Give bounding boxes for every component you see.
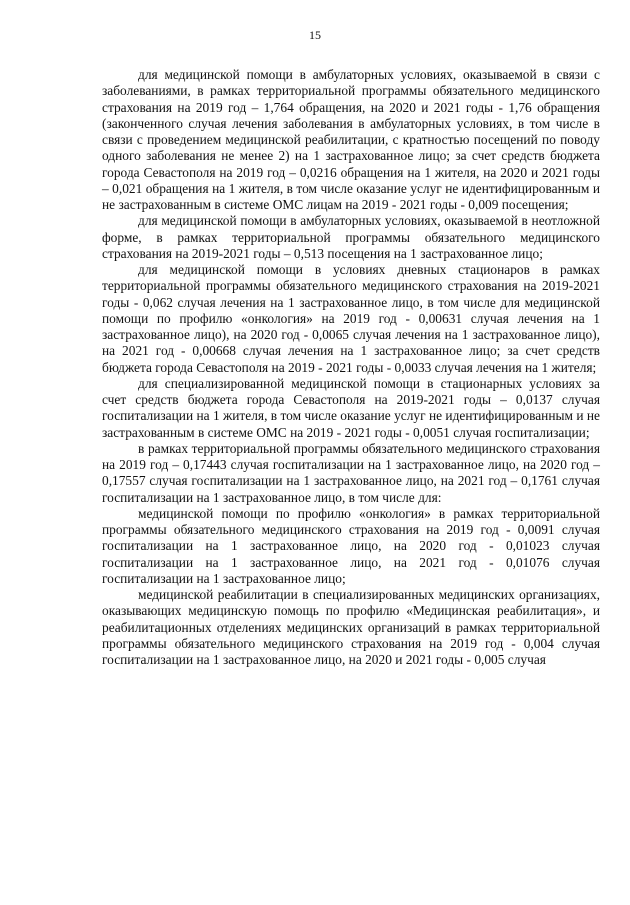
body-text: [102, 67, 600, 668]
paragraph-specialized-inpatient: для специализированной медицинской помощи в стационарных условиях за счет средств бюджета города Севастополя на 2019-2021 годы – 0,0137 случая госпитализации на 1 жителя, в том числе оказание услуг не идентифицированным и не застрахованным в системе ОМС на 2019 - 2021 годы - 0,0051 случая госпитализации;: [102, 375, 600, 440]
paragraph-day-hospital: для медицинской помощи в условиях дневных стационаров в рамках территориальной программы обязательного медицинского страхования на 2019-2021 годы - 0,062 случая лечения на 1 застрахованное лицо, в том числе для медицинской помощи по профилю «онкология» на 2019 год - 0,00631 случая лечения на 1 застрахованное лицо), на 2020 год - 0,0065 случая лечения на 1 застрахованное лицо), на 2021 год - 0,00668 случая лечения на 1 застрахованное лицо; за счет средств бюджета города Севастополя на 2019 - 2021 годы - 0,0033 случая лечения на 1 жителя;: [102, 262, 600, 375]
paragraph-rehabilitation: медицинской реабилитации в специализированных медицинских организациях, оказывающих медицинскую помощь по профилю «Медицинская реабилитация», и реабилитационных отделениях медицинских организаций в рамках территориальной программы обязательного медицинского страхования на 2019 год - 0,004 случая госпитализации на 1 застрахованное лицо, на 2020 и 2021 годы - 0,005 случая: [102, 587, 600, 667]
paragraph-outpatient-disease: для медицинской помощи в амбулаторных условиях, оказываемой в связи с заболеваниями, в рамках территориальной программы обязательного медицинского страхования на 2019 год – 1,764 обращения, на 2020 и 2021 годы - 1,76 обращения (законченного случая лечения заболевания в амбулаторных условиях, в том числе в связи с проведением медицинской реабилитации, с кратностью посещений по поводу одного заболевания не менее 2) на 1 застрахованное лицо; за счет средств бюджета города Севастополя на 2019 год – 0,0216 обращения на 1 жителя, на 2020 и 2021 годы – 0,021 обращения на 1 жителя, в том числе оказание услуг не идентифицированным и не застрахованным в системе ОМС лицам на 2019 - 2021 годы - 0,009 посещения;: [102, 67, 600, 212]
paragraph-oncology: медицинской помощи по профилю «онкология» в рамках территориальной программы обязательного медицинского страхования на 2019 год - 0,0091 случая госпитализации на 1 застрахованное лицо, на 2020 год - 0,01023 случая госпитализации на 1 застрахованное лицо, на 2021 год - 0,01076 случая госпитализации на 1 застрахованное лицо;: [102, 505, 600, 586]
paragraph-outpatient-urgent: для медицинской помощи в амбулаторных условиях, оказываемой в неотложной форме, в рамках территориальной программы обязательного медицинского страхования на 2019-2021 годы – 0,513 посещения на 1 застрахованное лицо;: [102, 213, 600, 261]
paragraph-oms-hospitalization: в рамках территориальной программы обязательного медицинского страхования на 2019 год – 0,17443 случая госпитализации на 1 застрахованное лицо, на 2020 год – 0,17557 случая госпитализации на 1 застрахованное лицо, на 2021 год – 0,1761 случая госпитализации на 1 застрахованное лицо, в том числе для:: [102, 440, 600, 505]
page-number: 15: [309, 28, 321, 42]
